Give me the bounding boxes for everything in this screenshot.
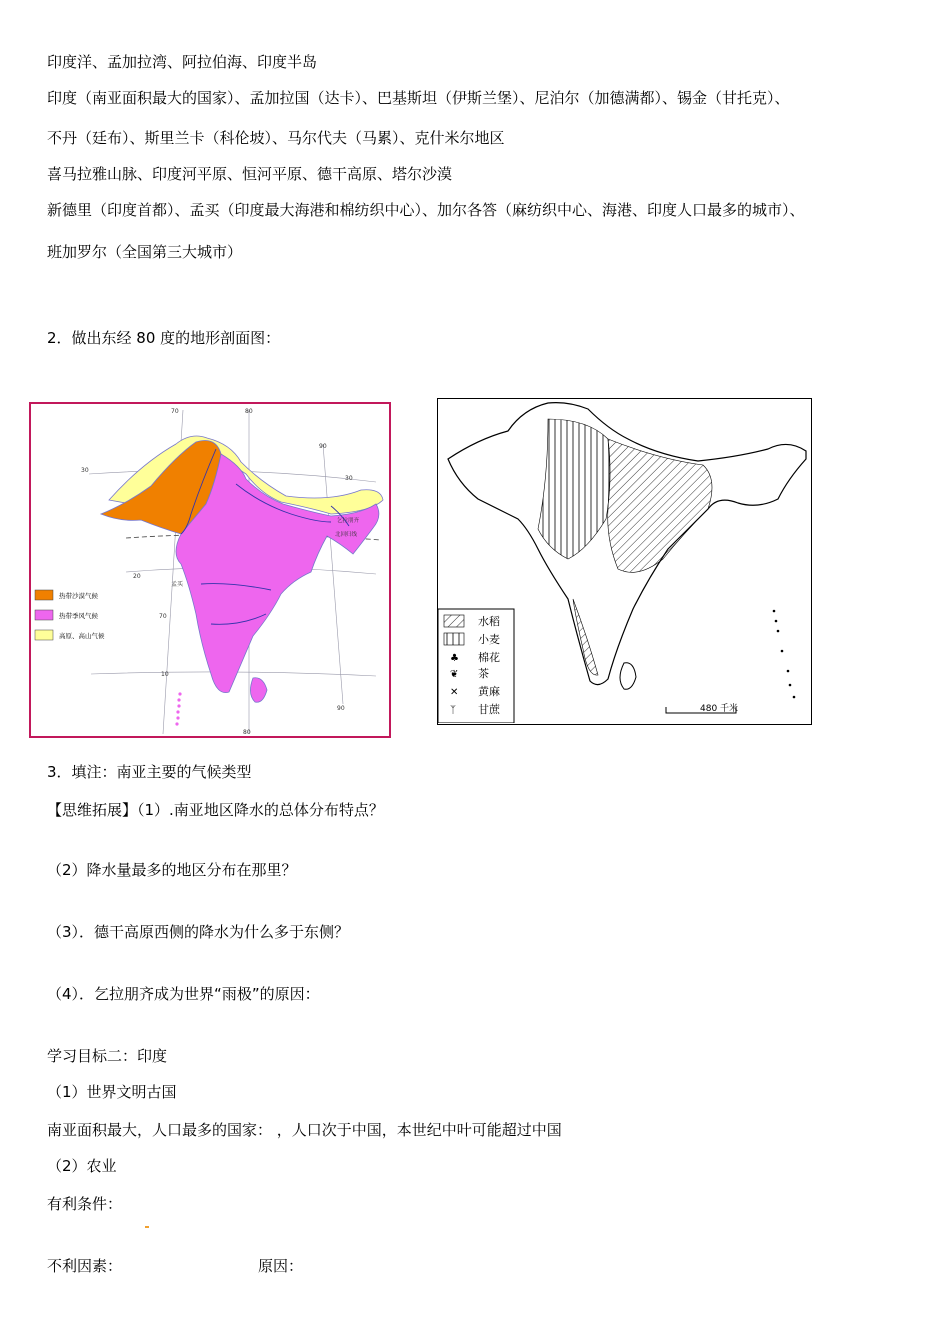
lon-label-80: 80 [245, 408, 253, 415]
learning-goal-2: 学习目标二：印度 [47, 1047, 168, 1065]
unfavorable-factors: 不利因素： [47, 1257, 123, 1275]
extension-3: （3）．德干高原西侧的降水为什么多于东侧？ [47, 923, 350, 941]
section-2-title: （2）农业 [47, 1157, 117, 1175]
extension-2: （2）降水量最多的地区分布在那里？ [47, 861, 297, 879]
legend-label-cotton: 棉花 [478, 651, 500, 664]
question-2: 2．做出东经 80 度的地形剖面图： [47, 329, 281, 347]
question-3: 3．填注：南亚主要的气候类型 [47, 763, 252, 781]
lon-label-70: 70 [171, 408, 179, 415]
section-1-text: 南亚面积最大，人口最多的国家： ，人口次于中国，本世纪中叶可能超过中国 [47, 1121, 562, 1139]
scale-label: 480 千米 [700, 704, 739, 714]
mumbai-label: 孟买 [171, 581, 184, 588]
legend-swatch-wheat [444, 633, 464, 645]
legend-label-jute: 黄麻 [478, 685, 500, 698]
legend-label-tea: 茶 [478, 667, 489, 680]
legend-swatch-monsoon [35, 610, 53, 620]
text-line-4: 喜马拉雅山脉、印度河平原、恒河平原、德干高原、塔尔沙漠 [47, 165, 453, 183]
lon-label-90-south: 90 [337, 705, 345, 712]
legend-label-sugarcane: 甘蔗 [478, 703, 500, 716]
lat-label-10: 10 [161, 671, 169, 678]
sugarcane-icon: ᛉ [450, 705, 456, 716]
lat-label-30: 30 [81, 467, 89, 474]
jute-icon: ✕ [450, 687, 459, 698]
extension-1: 【思维拓展】（1）.南亚地区降水的总体分布特点？ [47, 801, 384, 819]
text-line-1: 印度洋、孟加拉湾、阿拉伯海、印度半岛 [47, 53, 318, 71]
climate-legend [35, 590, 105, 640]
text-line-5: 新德里（印度首都）、孟买（印度最大海港和棉纺织中心）、加尔各答（麻纺织中心、海港、印度人口最多的城市）、 [47, 201, 805, 219]
crop-distribution-map [437, 398, 812, 725]
tropic-label: 北回归线 [335, 532, 358, 538]
reason-label: 原因： [258, 1257, 304, 1275]
text-line-2: 印度（南亚面积最大的国家）、孟加拉国（达卡）、巴基斯坦（伊斯兰堡）、尼泊尔（加德满都）、锡金（甘托克）、 [47, 89, 790, 107]
extension-4: （4）．乞拉朋齐成为世界“雨极”的原因： [47, 985, 320, 1003]
stray-mark [145, 1226, 149, 1228]
lon-label-80-south: 80 [243, 729, 251, 736]
legend-swatch-desert [35, 590, 53, 600]
legend-swatch-highland [35, 630, 53, 640]
text-line-3: 不丹（廷布）、斯里兰卡（科伦坡）、马尔代夫（马累）、克什米尔地区 [47, 129, 505, 147]
cherrapunji-label: 乞拉朋齐 [337, 518, 360, 524]
tea-icon: ❦ [450, 669, 459, 680]
legend-swatch-rice [444, 615, 464, 627]
legend-label-monsoon: 热带季风气候 [59, 612, 98, 620]
lat-label-20: 20 [133, 573, 141, 580]
lon-label-90: 90 [319, 443, 327, 450]
climate-map [29, 402, 391, 738]
legend-label-wheat: 小麦 [478, 633, 500, 646]
legend-label-desert: 热带沙漠气候 [59, 592, 98, 600]
cotton-icon: ♣ [450, 653, 459, 664]
text-line-6: 班加罗尔（全国第三大城市） [47, 243, 243, 261]
scale-bar [666, 702, 738, 714]
lat-label-30-east: 30 [345, 475, 353, 482]
crop-legend [438, 609, 514, 723]
legend-label-highland: 高原、高山气候 [59, 632, 105, 640]
favorable-conditions: 有利条件： [47, 1195, 123, 1213]
section-1-title: （1）世界文明古国 [47, 1083, 177, 1101]
legend-label-rice: 水稻 [478, 615, 500, 628]
lon-label-70-south: 70 [159, 613, 167, 620]
